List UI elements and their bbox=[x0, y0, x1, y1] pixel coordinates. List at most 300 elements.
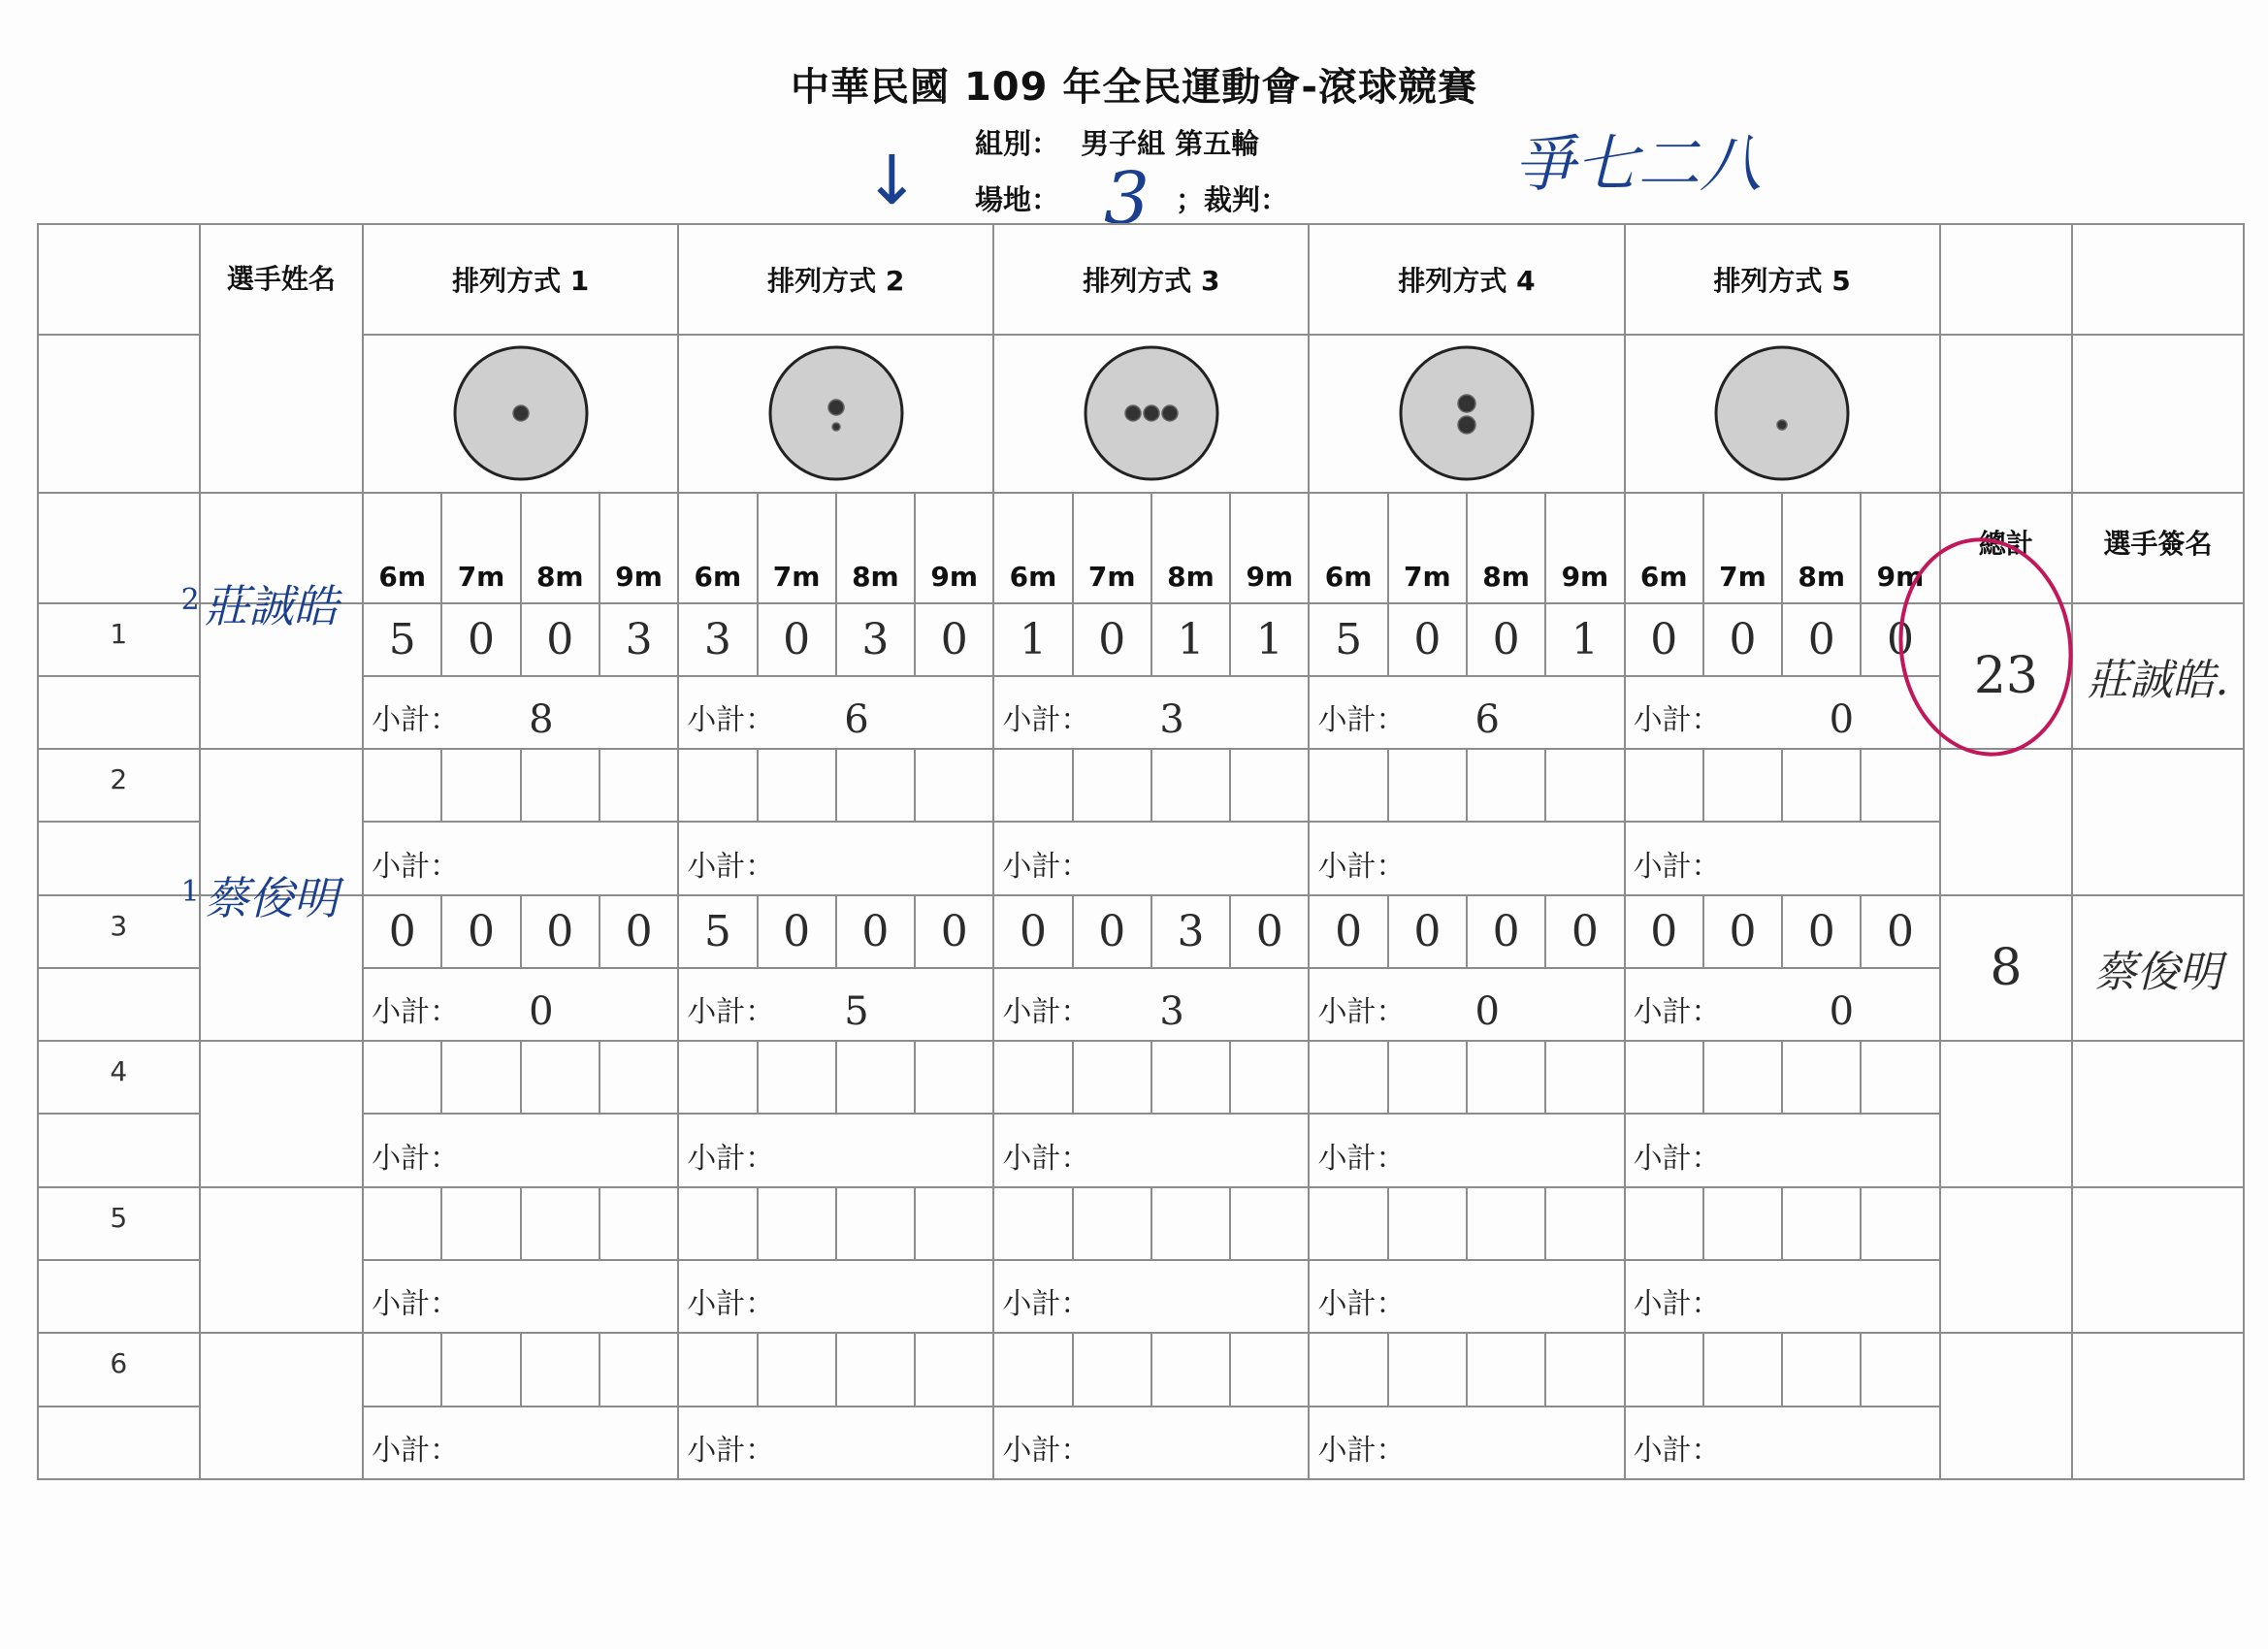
score-cell[interactable] bbox=[1073, 1187, 1151, 1260]
distance-label: 7m bbox=[1404, 560, 1451, 593]
score-cell[interactable] bbox=[1230, 1041, 1309, 1114]
subtotal-value: 0 bbox=[1829, 989, 1855, 1035]
distance-header bbox=[1073, 493, 1151, 603]
arrangement-header-2 bbox=[678, 224, 993, 335]
score-cell[interactable] bbox=[363, 1041, 441, 1114]
player-name-cell bbox=[200, 1333, 364, 1479]
arrangement-diagram-cell-2 bbox=[678, 335, 993, 493]
subtotal-cell[interactable] bbox=[1625, 968, 1940, 1041]
distance-header bbox=[1467, 493, 1545, 603]
subtotal-label: 小計： bbox=[372, 995, 460, 1030]
score-value: 5 bbox=[1335, 614, 1363, 664]
player-name-cell bbox=[180, 579, 364, 750]
score-cell[interactable] bbox=[1388, 1041, 1467, 1114]
score-cell[interactable] bbox=[1545, 1333, 1624, 1406]
score-cell[interactable] bbox=[1703, 895, 1782, 968]
score-cell[interactable] bbox=[1230, 1333, 1309, 1406]
subtotal-label: 小計： bbox=[1317, 849, 1406, 884]
score-cell[interactable] bbox=[1309, 603, 1387, 676]
score-cell[interactable] bbox=[1861, 1333, 1939, 1406]
row-number: 6 bbox=[110, 1347, 128, 1380]
score-cell[interactable] bbox=[599, 749, 678, 822]
score-value: 0 bbox=[1807, 906, 1835, 956]
score-cell[interactable] bbox=[1151, 749, 1230, 822]
row-number-cell bbox=[38, 749, 200, 822]
score-cell[interactable] bbox=[1782, 1333, 1861, 1406]
subtotal-cell[interactable] bbox=[1309, 676, 1624, 749]
total-cell bbox=[1940, 1041, 2072, 1187]
score-value: 0 bbox=[1729, 614, 1757, 664]
player-name-wrap bbox=[201, 1188, 363, 1333]
score-cell[interactable] bbox=[836, 1187, 915, 1260]
venue-value: 3 bbox=[1104, 157, 1150, 241]
score-cell[interactable] bbox=[363, 1333, 441, 1406]
subtotal-cell[interactable] bbox=[1625, 822, 1940, 894]
subtotal-label: 小計： bbox=[372, 1287, 460, 1322]
score-cell[interactable] bbox=[521, 1333, 599, 1406]
score-cell[interactable] bbox=[836, 1041, 915, 1114]
arrangement-label: 排列方式 5 bbox=[1713, 264, 1851, 297]
subtotal-value: 6 bbox=[1474, 697, 1500, 743]
score-cell[interactable] bbox=[1625, 1333, 1703, 1406]
venue-line bbox=[975, 178, 1059, 218]
distance-header bbox=[915, 493, 993, 603]
subtotal-cell[interactable] bbox=[993, 822, 1309, 894]
subtotal-label: 小計： bbox=[372, 849, 460, 884]
blank-corner-mid bbox=[38, 335, 200, 493]
row-number-cell bbox=[38, 1187, 200, 1260]
subtotal-cell[interactable] bbox=[363, 1114, 678, 1186]
distance-header bbox=[758, 493, 836, 603]
signature-header-label: 選手簽名 bbox=[2103, 527, 2213, 560]
score-cell[interactable] bbox=[758, 1187, 836, 1260]
score-cell[interactable] bbox=[1625, 1187, 1703, 1260]
target-two-balls-stacked-icon bbox=[1394, 340, 1539, 486]
subtotal-label: 小計： bbox=[687, 1434, 775, 1468]
score-value: 0 bbox=[861, 906, 890, 956]
score-cell[interactable] bbox=[678, 1187, 757, 1260]
referee-value: 爭七二八 bbox=[1513, 129, 1762, 201]
score-cell[interactable] bbox=[1861, 1041, 1939, 1114]
subtotal-value: 5 bbox=[844, 989, 869, 1035]
group-line bbox=[975, 122, 1259, 162]
subtotal-value: 0 bbox=[529, 989, 554, 1035]
score-cell[interactable] bbox=[1230, 749, 1309, 822]
score-cell[interactable] bbox=[599, 603, 678, 676]
score-cell[interactable] bbox=[599, 1333, 678, 1406]
subtotal-cell[interactable] bbox=[993, 676, 1309, 749]
blank-sig-mid bbox=[2072, 335, 2244, 493]
row-number: 4 bbox=[110, 1055, 128, 1088]
subtotal-cell[interactable] bbox=[363, 822, 678, 894]
arrangement-label: 排列方式 2 bbox=[767, 264, 905, 297]
score-value: 1 bbox=[1177, 614, 1205, 664]
arrangement-diagram-cell-3 bbox=[993, 335, 1309, 493]
subtotal-cell[interactable] bbox=[993, 1114, 1309, 1186]
score-cell[interactable] bbox=[915, 749, 993, 822]
signature-cell bbox=[2072, 749, 2244, 895]
subtotal-cell[interactable] bbox=[993, 968, 1309, 1041]
subtotal-label: 小計： bbox=[687, 703, 775, 738]
score-cell[interactable] bbox=[1073, 1333, 1151, 1406]
distance-label: 9m bbox=[1246, 560, 1294, 593]
total-cell bbox=[1940, 895, 2072, 1042]
subtotal-cell[interactable] bbox=[1309, 968, 1624, 1041]
score-cell[interactable] bbox=[836, 895, 915, 968]
score-cell[interactable] bbox=[1388, 895, 1467, 968]
subtotal-cell[interactable] bbox=[363, 968, 678, 1041]
score-cell[interactable] bbox=[1151, 1041, 1230, 1114]
score-cell[interactable] bbox=[1467, 1187, 1545, 1260]
score-cell[interactable] bbox=[1309, 749, 1387, 822]
subtotal-cell[interactable] bbox=[993, 1406, 1309, 1479]
player-name-header bbox=[200, 224, 364, 493]
score-cell[interactable] bbox=[1073, 895, 1151, 968]
distance-header bbox=[1309, 493, 1387, 603]
score-value: 0 bbox=[468, 614, 496, 664]
score-cell[interactable] bbox=[599, 895, 678, 968]
subtotal-value: 3 bbox=[1159, 697, 1184, 743]
subtotal-cell[interactable] bbox=[678, 1114, 993, 1186]
score-cell[interactable] bbox=[836, 1333, 915, 1406]
subtotal-label: 小計： bbox=[1002, 849, 1090, 884]
table-row bbox=[38, 1041, 2244, 1114]
total-value: 8 bbox=[1990, 938, 2023, 997]
row-number-blank bbox=[38, 822, 200, 894]
score-value: 0 bbox=[1413, 614, 1442, 664]
distance-header bbox=[599, 493, 678, 603]
score-value: 1 bbox=[1255, 614, 1283, 664]
row-number-cell bbox=[38, 603, 200, 676]
score-cell[interactable] bbox=[521, 1187, 599, 1260]
distance-label: 6m bbox=[694, 560, 742, 593]
score-cell[interactable] bbox=[678, 1333, 757, 1406]
score-cell[interactable] bbox=[758, 1041, 836, 1114]
score-cell[interactable] bbox=[441, 1333, 520, 1406]
score-cell[interactable] bbox=[521, 895, 599, 968]
score-cell[interactable] bbox=[1545, 895, 1624, 968]
subtotal-cell[interactable] bbox=[678, 1406, 993, 1479]
score-cell[interactable] bbox=[1782, 1187, 1861, 1260]
score-value: 0 bbox=[783, 614, 811, 664]
distance-label: 7m bbox=[1719, 560, 1766, 593]
score-cell[interactable] bbox=[993, 1333, 1072, 1406]
score-cell[interactable] bbox=[1545, 1041, 1624, 1114]
score-cell[interactable] bbox=[993, 603, 1072, 676]
score-cell[interactable] bbox=[1388, 1187, 1467, 1260]
distance-label: 6m bbox=[1639, 560, 1688, 593]
score-cell[interactable] bbox=[363, 749, 441, 822]
subtotal-label: 小計： bbox=[1002, 1287, 1090, 1322]
subtotal-cell[interactable] bbox=[1309, 822, 1624, 894]
score-cell[interactable] bbox=[363, 1187, 441, 1260]
score-cell[interactable] bbox=[1230, 895, 1309, 968]
player-order: 2 bbox=[180, 582, 200, 617]
score-cell[interactable] bbox=[915, 603, 993, 676]
score-value: 0 bbox=[546, 614, 574, 664]
score-cell[interactable] bbox=[1230, 1187, 1309, 1260]
table-row bbox=[38, 895, 2244, 968]
score-cell[interactable] bbox=[1388, 603, 1467, 676]
score-cell[interactable] bbox=[758, 749, 836, 822]
subtotal-cell[interactable] bbox=[678, 822, 993, 894]
signature-cell bbox=[2072, 895, 2244, 1042]
player-signature: 莊誠皓. bbox=[2087, 655, 2229, 705]
row-number-blank bbox=[38, 1260, 200, 1333]
score-cell[interactable] bbox=[1467, 749, 1545, 822]
distance-header bbox=[678, 493, 757, 603]
group-value: 男子組 第五輪 bbox=[1081, 127, 1260, 160]
arrangement-diagram-cell-1 bbox=[363, 335, 678, 493]
score-cell[interactable] bbox=[758, 1333, 836, 1406]
score-cell[interactable] bbox=[993, 1187, 1072, 1260]
score-cell[interactable] bbox=[521, 603, 599, 676]
subtotal-cell[interactable] bbox=[1309, 1406, 1624, 1479]
player-name-cell bbox=[200, 1041, 364, 1187]
score-cell[interactable] bbox=[993, 749, 1072, 822]
score-cell[interactable] bbox=[915, 1041, 993, 1114]
total-cell bbox=[1940, 1333, 2072, 1479]
row-number-blank bbox=[38, 1406, 200, 1479]
distance-header bbox=[521, 493, 599, 603]
score-cell[interactable] bbox=[1703, 1187, 1782, 1260]
score-cell[interactable] bbox=[1467, 603, 1545, 676]
score-cell[interactable] bbox=[1703, 749, 1782, 822]
subtotal-label: 小計： bbox=[372, 703, 460, 738]
score-cell[interactable] bbox=[1309, 895, 1387, 968]
score-cell[interactable] bbox=[1703, 1333, 1782, 1406]
score-value: 5 bbox=[703, 906, 731, 956]
subtotal-cell[interactable] bbox=[363, 676, 678, 749]
score-cell[interactable] bbox=[1625, 1041, 1703, 1114]
subtotal-label: 小計： bbox=[1317, 1287, 1406, 1322]
score-cell[interactable] bbox=[1151, 603, 1230, 676]
subtotal-cell[interactable] bbox=[1625, 676, 1940, 749]
row-number-blank bbox=[38, 676, 200, 749]
arrangement-header-3 bbox=[993, 224, 1309, 335]
score-cell[interactable] bbox=[836, 749, 915, 822]
player-order: 1 bbox=[180, 874, 200, 909]
target-ball-with-jack-below-icon bbox=[763, 340, 909, 486]
score-cell[interactable] bbox=[441, 1187, 520, 1260]
subtotal-label: 小計： bbox=[1002, 1141, 1090, 1176]
distance-label: 8m bbox=[1482, 560, 1530, 593]
score-cell[interactable] bbox=[1309, 1041, 1387, 1114]
subtotal-label: 小計： bbox=[1002, 995, 1090, 1030]
score-value: 1 bbox=[1571, 614, 1599, 664]
table-row bbox=[38, 749, 2244, 822]
score-value: 0 bbox=[546, 906, 574, 956]
blank-corner-low bbox=[38, 493, 200, 603]
score-value: 0 bbox=[940, 614, 968, 664]
subtotal-cell[interactable] bbox=[363, 1260, 678, 1333]
score-cell[interactable] bbox=[915, 1333, 993, 1406]
score-cell[interactable] bbox=[1861, 895, 1939, 968]
subtotal-cell[interactable] bbox=[678, 968, 993, 1041]
row-number: 1 bbox=[110, 617, 128, 650]
score-cell[interactable] bbox=[915, 895, 993, 968]
blank-total-top bbox=[1940, 224, 2072, 335]
score-cell[interactable] bbox=[441, 749, 520, 822]
score-cell[interactable] bbox=[363, 603, 441, 676]
subtotal-value: 0 bbox=[1829, 697, 1855, 743]
score-cell[interactable] bbox=[1073, 603, 1151, 676]
group-label: 組別： bbox=[975, 127, 1060, 160]
score-cell[interactable] bbox=[1703, 1041, 1782, 1114]
score-value: 3 bbox=[1177, 906, 1205, 956]
distance-header bbox=[836, 493, 915, 603]
score-cell[interactable] bbox=[521, 749, 599, 822]
score-cell[interactable] bbox=[1467, 1333, 1545, 1406]
target-three-balls-row-icon bbox=[1079, 340, 1224, 486]
score-value: 0 bbox=[1255, 906, 1283, 956]
score-cell[interactable] bbox=[1388, 1333, 1467, 1406]
score-cell[interactable] bbox=[678, 749, 757, 822]
score-value: 0 bbox=[1019, 906, 1047, 956]
signature-cell bbox=[2072, 603, 2244, 750]
score-cell[interactable] bbox=[1782, 749, 1861, 822]
score-value: 1 bbox=[1019, 614, 1047, 664]
score-cell[interactable] bbox=[1073, 749, 1151, 822]
score-value: 0 bbox=[1650, 906, 1678, 956]
arrangement-header-1 bbox=[363, 224, 678, 335]
subtotal-cell[interactable] bbox=[1625, 1260, 1940, 1333]
arrangement-header-5 bbox=[1625, 224, 1940, 335]
score-cell[interactable] bbox=[678, 603, 757, 676]
total-value: 23 bbox=[1973, 646, 2038, 705]
score-cell[interactable] bbox=[1625, 749, 1703, 822]
blank-corner-top bbox=[38, 224, 200, 335]
row-number-cell bbox=[38, 895, 200, 968]
score-cell[interactable] bbox=[678, 1041, 757, 1114]
score-value: 0 bbox=[1729, 906, 1757, 956]
score-cell[interactable] bbox=[1073, 1041, 1151, 1114]
blank-total-mid bbox=[1940, 335, 2072, 493]
score-cell[interactable] bbox=[1309, 1187, 1387, 1260]
score-cell[interactable] bbox=[1388, 749, 1467, 822]
distance-header bbox=[1388, 493, 1467, 603]
distance-label: 9m bbox=[615, 560, 663, 593]
score-cell[interactable] bbox=[441, 1041, 520, 1114]
subtotal-label: 小計： bbox=[1317, 703, 1406, 738]
distance-header bbox=[1545, 493, 1624, 603]
score-cell[interactable] bbox=[363, 895, 441, 968]
score-cell[interactable] bbox=[1467, 895, 1545, 968]
score-cell[interactable] bbox=[599, 1041, 678, 1114]
row-number-cell bbox=[38, 1333, 200, 1406]
target-jack-only-icon bbox=[1709, 340, 1855, 486]
score-cell[interactable] bbox=[1151, 1187, 1230, 1260]
table-row bbox=[38, 1187, 2244, 1260]
score-value: 3 bbox=[625, 614, 653, 664]
subtotal-cell[interactable] bbox=[363, 1406, 678, 1479]
score-cell[interactable] bbox=[1625, 895, 1703, 968]
score-cell[interactable] bbox=[1861, 1187, 1939, 1260]
score-table bbox=[37, 223, 2245, 1480]
score-cell[interactable] bbox=[915, 1187, 993, 1260]
subtotal-label: 小計： bbox=[1633, 1141, 1721, 1176]
score-value: 0 bbox=[1887, 614, 1915, 664]
arrangement-label: 排列方式 3 bbox=[1083, 264, 1220, 297]
distance-label: 8m bbox=[852, 560, 899, 593]
subtotal-cell[interactable] bbox=[1309, 1114, 1624, 1186]
distance-label: 7m bbox=[457, 560, 505, 593]
score-cell[interactable] bbox=[1782, 895, 1861, 968]
score-cell[interactable] bbox=[521, 1041, 599, 1114]
distance-header bbox=[1151, 493, 1230, 603]
score-cell[interactable] bbox=[1230, 603, 1309, 676]
row-number: 3 bbox=[110, 909, 128, 942]
subtotal-value: 6 bbox=[844, 697, 869, 743]
subtotal-cell[interactable] bbox=[678, 1260, 993, 1333]
distance-header bbox=[441, 493, 520, 603]
subtotal-cell[interactable] bbox=[993, 1260, 1309, 1333]
distance-label: 6m bbox=[1009, 560, 1057, 593]
subtotal-label: 小計： bbox=[1317, 995, 1406, 1030]
row-number: 2 bbox=[110, 763, 128, 796]
score-cell[interactable] bbox=[993, 895, 1072, 968]
distance-header bbox=[363, 493, 441, 603]
total-cell bbox=[1940, 1187, 2072, 1334]
score-cell[interactable] bbox=[1703, 603, 1782, 676]
score-cell[interactable] bbox=[1151, 1333, 1230, 1406]
score-cell[interactable] bbox=[1545, 749, 1624, 822]
arrangement-header-4 bbox=[1309, 224, 1624, 335]
subtotal-cell[interactable] bbox=[1625, 1406, 1940, 1479]
score-cell[interactable] bbox=[441, 603, 520, 676]
player-name: 蔡俊明 bbox=[204, 871, 339, 924]
score-cell[interactable] bbox=[758, 603, 836, 676]
subtotal-label: 小計： bbox=[687, 849, 775, 884]
score-cell[interactable] bbox=[1625, 603, 1703, 676]
subtotal-cell[interactable] bbox=[1309, 1260, 1624, 1333]
row-number-cell bbox=[38, 1041, 200, 1114]
score-cell[interactable] bbox=[836, 603, 915, 676]
score-value: 0 bbox=[1098, 906, 1126, 956]
score-value: 0 bbox=[1492, 614, 1520, 664]
score-cell[interactable] bbox=[1151, 895, 1230, 968]
score-cell[interactable] bbox=[993, 1041, 1072, 1114]
score-value: 0 bbox=[783, 906, 811, 956]
score-cell[interactable] bbox=[678, 895, 757, 968]
subtotal-label: 小計： bbox=[372, 1141, 460, 1176]
player-name-wrap bbox=[180, 579, 363, 749]
score-cell[interactable] bbox=[1467, 1041, 1545, 1114]
player-name: 莊誠皓 bbox=[204, 579, 339, 632]
distance-label: 8m bbox=[535, 560, 584, 593]
score-cell[interactable] bbox=[1545, 603, 1624, 676]
player-name-cell bbox=[200, 1187, 364, 1334]
score-cell[interactable] bbox=[1861, 749, 1939, 822]
score-cell[interactable] bbox=[599, 1187, 678, 1260]
subtotal-cell[interactable] bbox=[678, 676, 993, 749]
subtotal-cell[interactable] bbox=[1625, 1114, 1940, 1186]
score-cell[interactable] bbox=[758, 895, 836, 968]
page-title: 中華民國 109 年全民運動會-滾球競賽 bbox=[791, 65, 1477, 110]
subtotal-label: 小計： bbox=[687, 1141, 775, 1176]
subtotal-label: 小計： bbox=[372, 1434, 460, 1468]
score-value: 0 bbox=[1807, 614, 1835, 664]
subtotal-label: 小計： bbox=[687, 1287, 775, 1322]
score-cell[interactable] bbox=[441, 895, 520, 968]
score-cell[interactable] bbox=[1309, 1333, 1387, 1406]
score-cell[interactable] bbox=[1782, 1041, 1861, 1114]
player-name-wrap bbox=[201, 1042, 363, 1186]
score-cell[interactable] bbox=[1782, 603, 1861, 676]
subtotal-label: 小計： bbox=[1633, 703, 1721, 738]
player-name-header-label: 選手姓名 bbox=[226, 263, 336, 295]
score-cell[interactable] bbox=[1545, 1187, 1624, 1260]
